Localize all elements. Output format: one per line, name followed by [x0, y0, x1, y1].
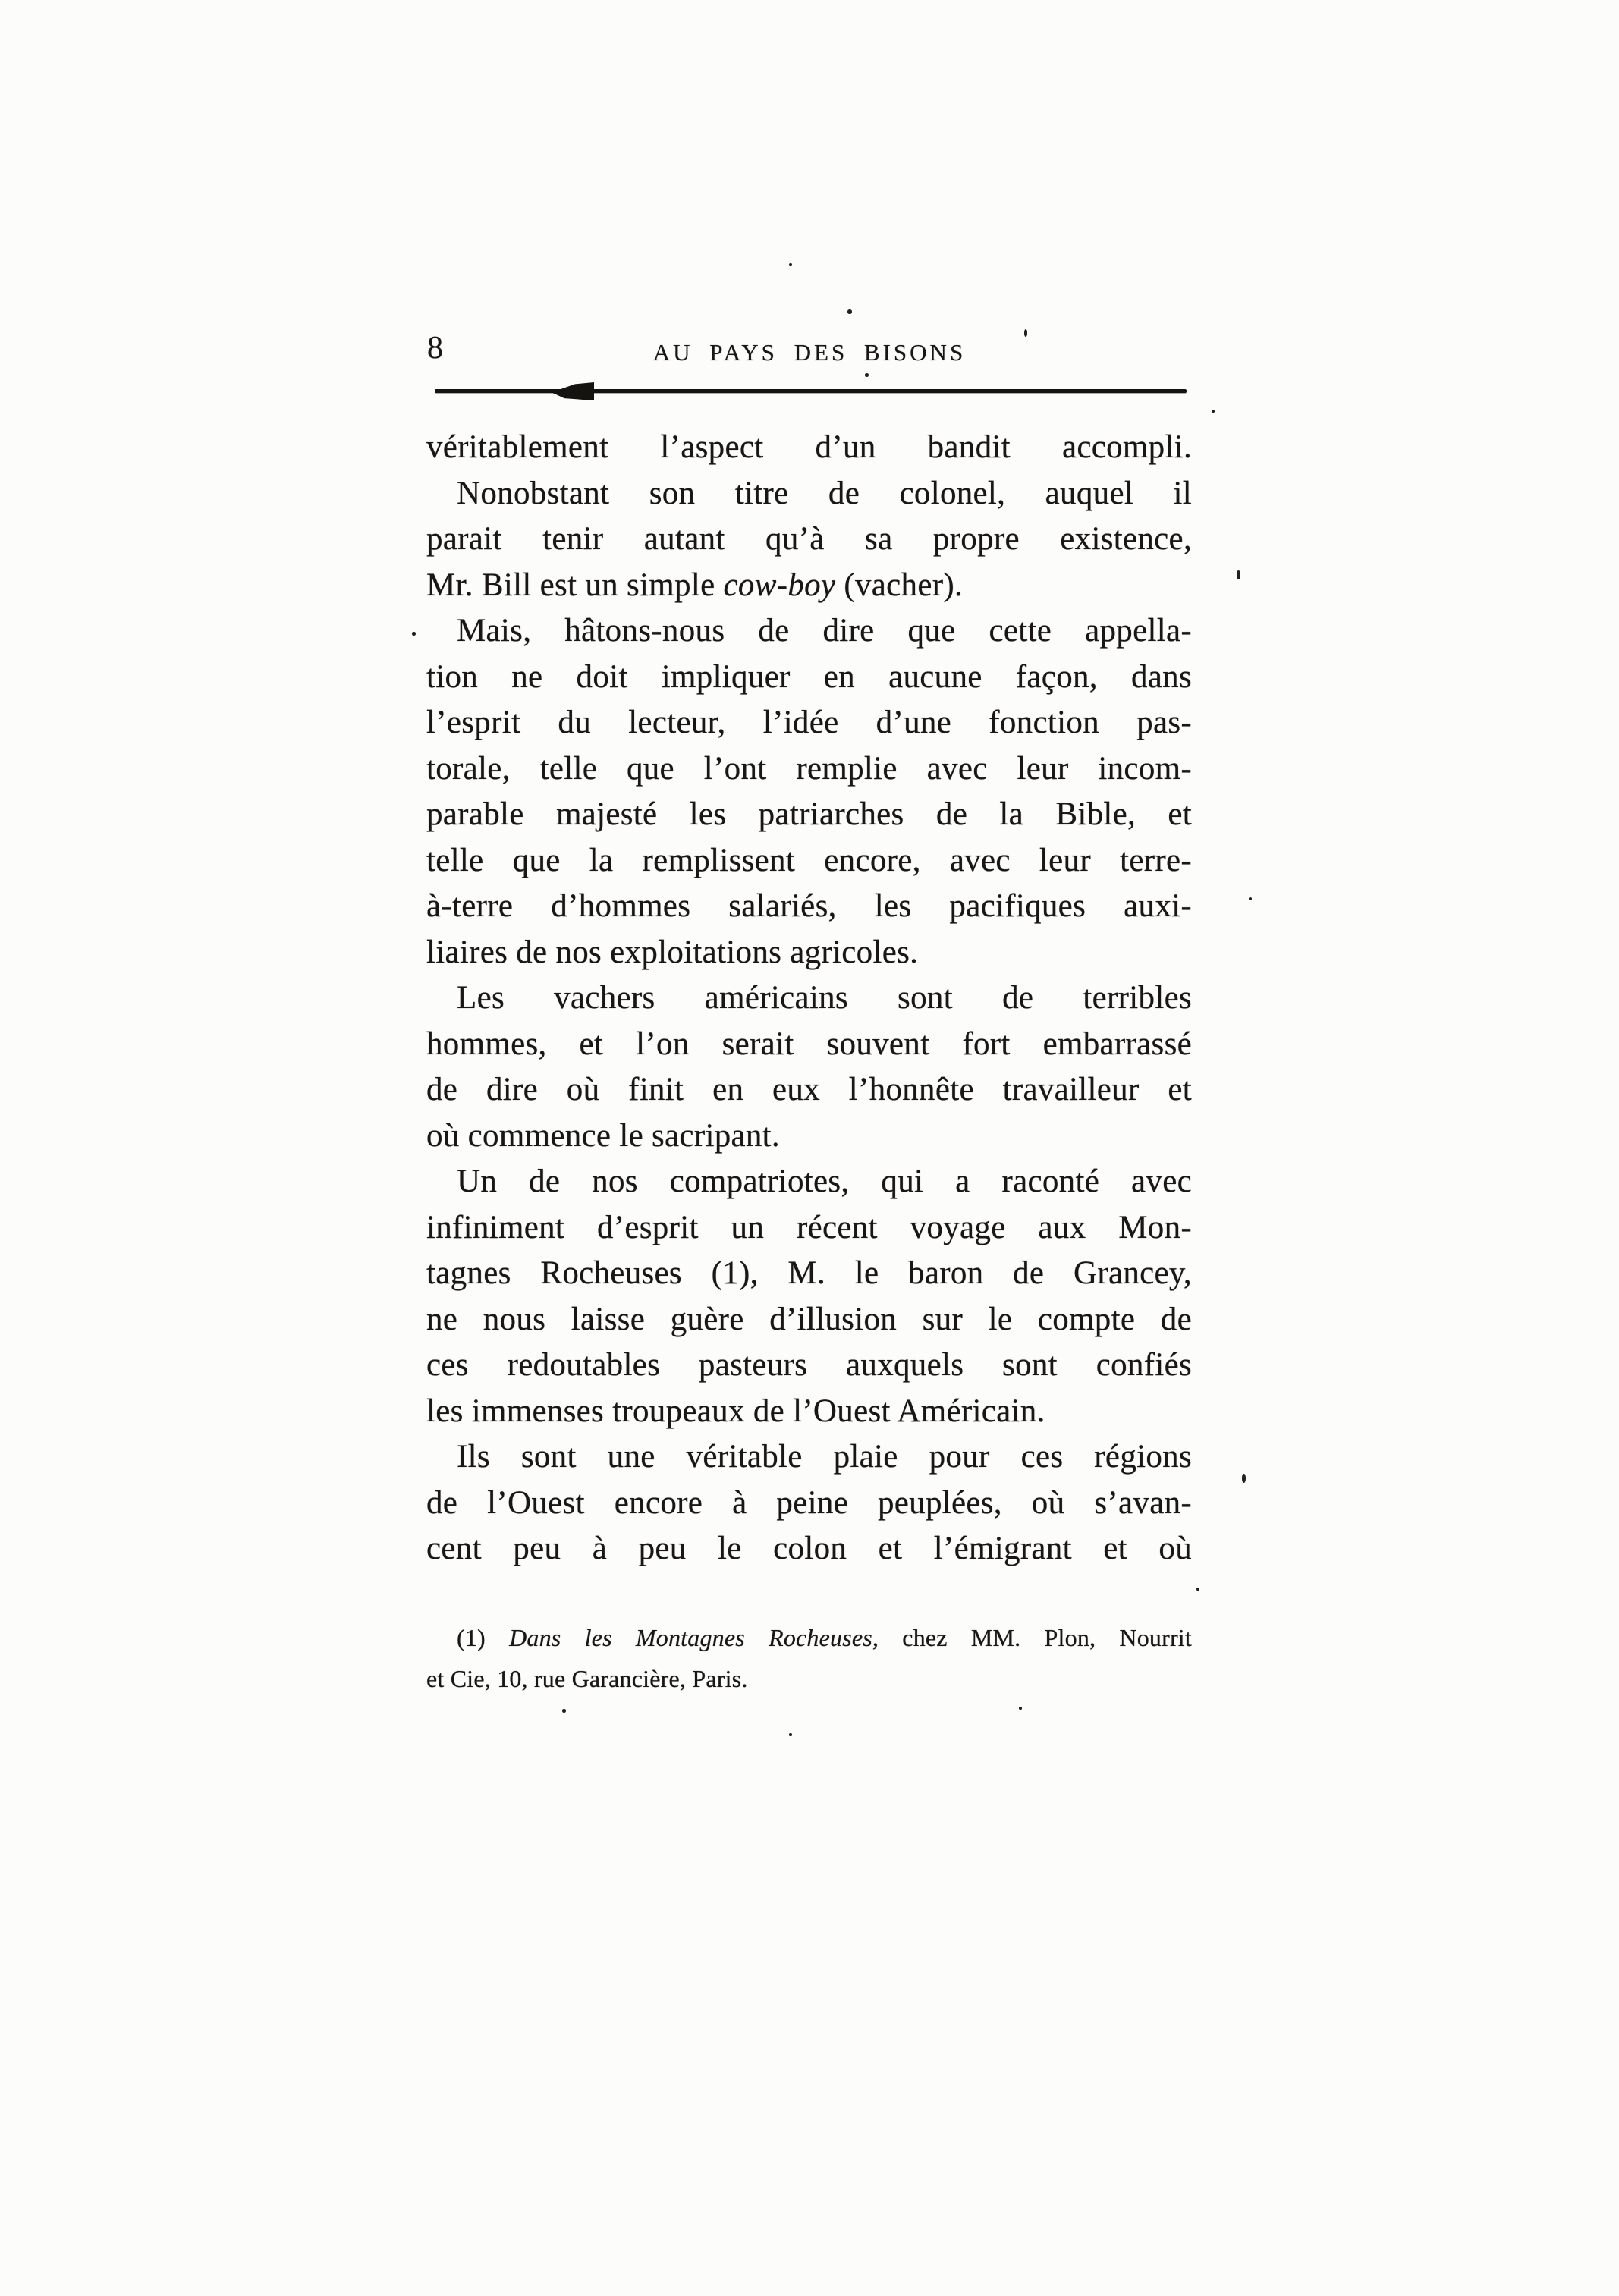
text-line: [426, 1481, 1192, 1527]
text-segment: Mr. Bill est un simple: [426, 567, 724, 603]
footnote: [426, 1617, 1192, 1699]
text-line: [426, 517, 1192, 563]
text-line: [426, 655, 1192, 701]
paragraph: [426, 1434, 1192, 1572]
text-segment: Nonobstant son titre de colonel, auquel il: [457, 475, 1192, 511]
text-segment: ces redoutables pasteurs auxquels sont confiés: [426, 1347, 1192, 1383]
text-segment: parable majesté les patriarches de la Bible, et: [426, 796, 1192, 832]
page-number: 8: [427, 331, 443, 366]
text-line: [426, 1159, 1192, 1205]
text-line: [426, 563, 1192, 609]
text-segment: et Cie, 10, rue Garancière, Paris.: [426, 1665, 748, 1692]
text-segment: infiniment d’esprit un récent voyage aux Mon-: [426, 1209, 1192, 1245]
body-text: [426, 425, 1192, 1572]
text-segment: cent peu à peu le colon et l’émigrant et où: [426, 1531, 1192, 1566]
text-segment: chez MM. Plon, Nourrit: [879, 1624, 1192, 1651]
text-segment: l’esprit du lecteur, l’idée d’une fonction pas-: [426, 705, 1192, 740]
ink-speck: [789, 1733, 792, 1736]
text-segment: Ils sont une véritable plaie pour ces régions: [457, 1439, 1192, 1475]
text-line: [426, 1251, 1192, 1297]
text-line: [426, 1022, 1192, 1068]
text-segment: véritablement l’aspect d’un bandit accompli.: [426, 429, 1192, 465]
text-segment: de dire où finit en eux l’honnête travailleur et: [426, 1072, 1192, 1107]
paragraph: [426, 975, 1192, 1159]
text-line: [426, 1658, 1192, 1699]
text-line: [426, 838, 1192, 884]
text-segment: les immenses troupeaux de l’Ouest Américain.: [426, 1393, 1045, 1429]
ink-speck: [1242, 1474, 1246, 1483]
paragraph: [426, 471, 1192, 609]
text-line: [426, 792, 1192, 838]
rule-ink-blob: [552, 382, 594, 400]
ink-speck: [1237, 570, 1240, 579]
text-segment: Mais, hâtons-nous de dire que cette appella-: [457, 613, 1192, 649]
text-line: [426, 1297, 1192, 1343]
ink-speck: [789, 263, 792, 266]
ink-speck: [412, 632, 416, 636]
ink-speck: [1249, 897, 1252, 900]
text-line: [426, 471, 1192, 517]
text-line: [426, 1113, 1192, 1160]
ink-speck: [865, 373, 869, 377]
text-line: [426, 1526, 1192, 1572]
text-segment: (1): [457, 1624, 510, 1651]
text-segment: (vacher).: [835, 567, 964, 603]
text-segment: ne nous laisse guère d’illusion sur le compte de: [426, 1301, 1192, 1337]
text-line: [426, 930, 1192, 976]
text-segment: tagnes Rocheuses (1), M. le baron de Grancey,: [426, 1255, 1192, 1291]
text-line: [426, 1067, 1192, 1113]
text-line: [426, 1205, 1192, 1252]
text-segment: à-terre d’hommes salariés, les pacifiques auxi-: [426, 888, 1192, 924]
italic-text-segment: Dans les Montagnes Rocheuses,: [509, 1624, 879, 1651]
text-segment: torale, telle que l’ont remplie avec leur incom-: [426, 750, 1192, 787]
running-title: AU PAYS DES BISONS: [652, 339, 967, 366]
text-line: [426, 700, 1192, 746]
paragraph: [426, 608, 1192, 975]
paragraph: [426, 1159, 1192, 1434]
text-segment: hommes, et l’on serait souvent fort embarrassé: [426, 1026, 1192, 1062]
text-segment: Les vachers américains sont de terribles: [457, 980, 1192, 1016]
text-line: [426, 1389, 1192, 1435]
text-line: [426, 1434, 1192, 1481]
italic-text-segment: cow-boy: [723, 567, 836, 603]
ink-speck: [1212, 410, 1215, 413]
header-rule: [435, 389, 1187, 393]
text-segment: telle que la remplissent encore, avec leur terre-: [426, 842, 1192, 878]
text-segment: liaires de nos exploitations agricoles.: [426, 934, 919, 970]
text-line: [426, 1343, 1192, 1389]
text-segment: Un de nos compatriotes, qui a raconté avec: [457, 1164, 1192, 1199]
ink-speck: [847, 309, 852, 314]
ink-speck: [1019, 1707, 1022, 1710]
paragraph: [426, 425, 1192, 471]
text-segment: où commence le sacripant.: [426, 1117, 780, 1154]
text-segment: de l’Ouest encore à peine peuplées, où s’avan-: [426, 1484, 1192, 1521]
text-line: [426, 608, 1192, 655]
text-line: [426, 975, 1192, 1022]
text-line: [426, 1617, 1192, 1658]
text-line: [426, 425, 1192, 471]
text-line: [426, 884, 1192, 930]
text-segment: parait tenir autant qu’à sa propre existence,: [426, 521, 1192, 557]
ink-speck: [1196, 1588, 1199, 1591]
text-line: [426, 746, 1192, 793]
ink-speck: [1024, 329, 1027, 337]
text-segment: tion ne doit impliquer en aucune façon, dans: [426, 658, 1192, 695]
ink-speck: [562, 1709, 566, 1713]
